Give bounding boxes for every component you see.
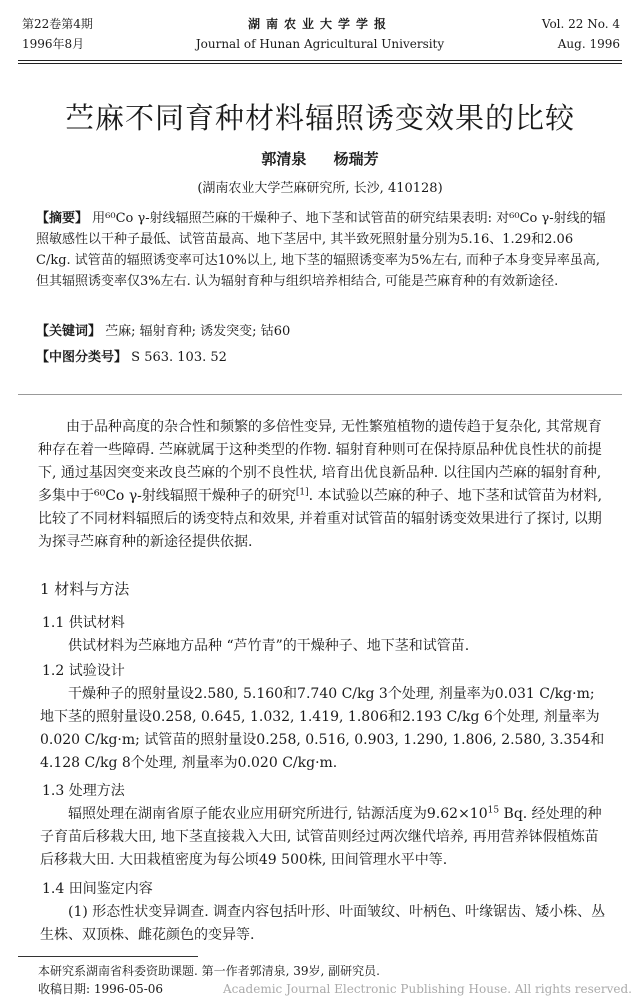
keywords (36, 320, 290, 339)
abstract-separator (18, 394, 622, 395)
subsection-heading-1-1: 1.1 供试材料 (42, 615, 125, 631)
paragraph-1-3-part-a: 辐照处理在湖南省原子能农业应用研究所进行, 钴源活度为9.62×10 (68, 806, 488, 822)
footnote-funding: 本研究系湖南省科委资助课题. 第一作者郭清泉, 39岁, 副研究员. (38, 964, 380, 978)
intro-text-2: . 本试验以苎麻的种子、地下茎和试管苗为材料, 比较了不同材料辐照后的诱变特点和效果, 并着重对试管苗的辐射诱变效果进行了探讨, 以期为探寻苎麻育种的新途径提供依据. (38, 488, 603, 550)
intro-paragraph (38, 416, 604, 554)
journal-name-cn: 湖南农业大学学报 (247, 17, 392, 31)
paragraph-1-3 (40, 803, 606, 872)
abstract-label: 【摘要】 (36, 211, 89, 226)
abstract-text: 用⁶⁰Co γ-射线辐照苎麻的干燥种子、地下茎和试管苗的研究结果表明: 对⁶⁰Co γ-射线的辐照敏感性以干种子最低、试管苗最高、地下茎居中, 其半致死照射量分别为5.16、1.29和2.06 C/kg. 试管苗的辐照诱变率可达10%以上, 地下茎的辐照诱变率为5%左右, 而种子本身变异率虽高, 但其辐照诱变率仅3%左右. 认为辐射育种与组织培养相结合, 可能是苎麻育种的有效新途径. (36, 211, 606, 289)
paragraph-1-4: (1) 形态性状变异调查. 调查内容包括叶形、叶面皱纹、叶柄色、叶缘锯齿、矮小株、丛生株、双顶株、雌花颜色的变异等. (40, 904, 606, 943)
paper-title: 苎麻不同育种材料辐照诱变效果的比较 (64, 101, 575, 135)
volume-cn: 第22卷第4期 (22, 17, 93, 31)
intro-text-1: 由于品种高度的杂合性和频繁的多倍性变异, 无性繁殖植物的遗传趋于复杂化, 其常规育种存在着一些障碍. 苎麻就属于这种类型的作物. 辐射育种则可在保持原品种优良性状的前提下, 通过基因突变来改良苎麻的个别不良性状, 培育出优良新品种. 以往国内苎麻的辐射育种, 多集中于⁶⁰Co γ-射线辐照干燥种子的研究 (38, 419, 602, 504)
header-right (542, 14, 620, 54)
journal-header (0, 0, 640, 62)
exponent: 15 (487, 805, 500, 816)
keywords-label: 【关键词】 (36, 324, 102, 339)
authors: 郭清泉 杨瑞芳 (261, 150, 379, 168)
header-center (150, 14, 490, 54)
intro-ref: [1] (295, 487, 309, 498)
volume-en: Vol. 22 No. 4 (541, 17, 620, 31)
abstract (36, 208, 608, 292)
subsection-heading-1-2: 1.2 试验设计 (42, 663, 125, 679)
classification-label: 【中图分类号】 (36, 350, 128, 365)
journal-name-en: Journal of Hunan Agricultural University (195, 37, 445, 51)
footnote-received: 收稿日期: 1996-05-06 (38, 982, 164, 996)
header-rule-thick (18, 60, 622, 61)
classification-text: S 563. 103. 52 (131, 350, 227, 365)
publisher-watermark: Academic Journal Electronic Publishing House. All rights reserved. (223, 982, 632, 996)
paragraph-1-1: 供试材料为苎麻地方品种 “芦竹青”的干燥种子、地下茎和试管苗. (68, 638, 470, 654)
keywords-text: 苎麻; 辐射育种; 诱发突变; 钴60 (105, 324, 291, 339)
subsection-heading-1-4: 1.4 田间鉴定内容 (42, 881, 153, 897)
paragraph-1-3-part-b: Bq. 经处理的种子育苗后移栽大田, 地下茎直接栽入大田, 试管苗则经过两次继代培养, 再用营养钵假植炼苗后移栽大田. 大田栽植密度为每公顷49 500株, 田间管理水平中等. (40, 806, 602, 868)
date-cn: 1996年8月 (22, 37, 85, 51)
affiliation: (湖南农业大学苎麻研究所, 长沙, 410128) (197, 181, 443, 196)
footnote-rule (18, 956, 198, 957)
header-rule-thin (18, 63, 622, 64)
classification (36, 346, 227, 365)
subsection-heading-1-3: 1.3 处理方法 (42, 783, 125, 799)
section-heading-1: 1 材料与方法 (40, 580, 130, 598)
header-left (22, 14, 93, 54)
date-en: Aug. 1996 (557, 37, 620, 51)
paragraph-1-2: 干燥种子的照射量设2.580, 5.160和7.740 C/kg 3个处理, 剂量率为0.031 C/kg·m; 地下茎的照射量设0.258, 0.645, 1.032, 1.419, 1.806和2.193 C/kg 6个处理, 剂量率为0.020 C/kg·m; 试管苗的照射量设0.258, 0.516, 0.903, 1.290, 1.806, 2.580, 3.354和4.128 C/kg 8个处理, 剂量率为0.020 C/kg·m. (40, 686, 605, 771)
